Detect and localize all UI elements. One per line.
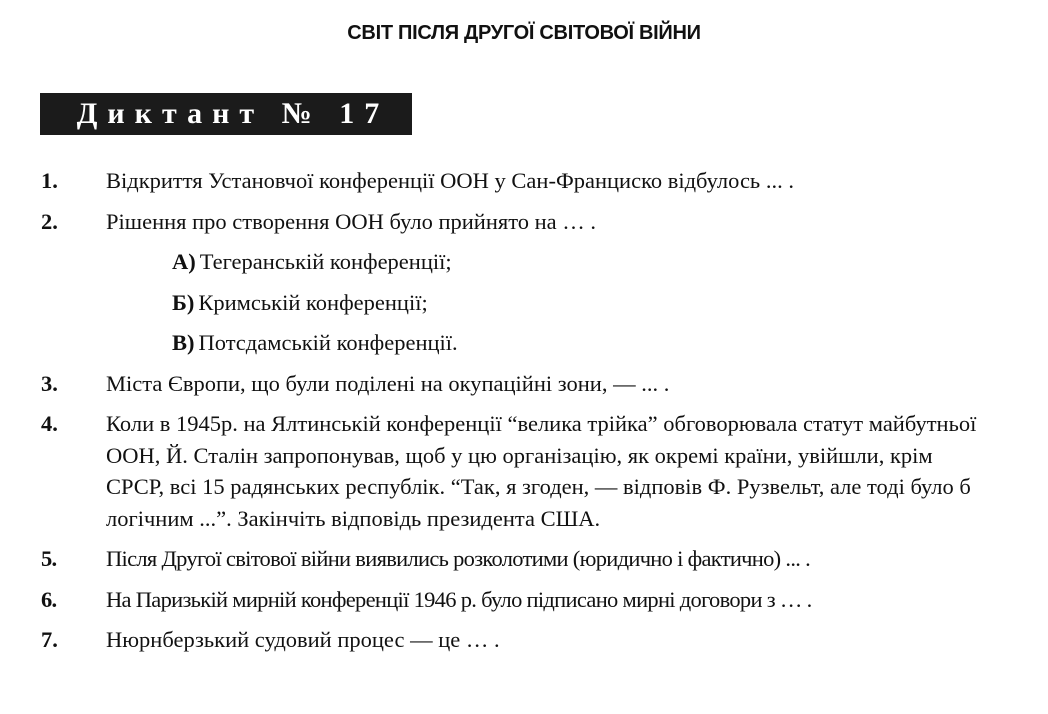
question-text: Після Другої світової війни виявились розколотими (юридично і фактично) ... . <box>106 546 811 571</box>
question-item <box>0 408 990 534</box>
question-number: 4. <box>41 411 58 436</box>
question-item <box>0 165 990 197</box>
question-item <box>0 584 990 616</box>
answer-option-letter: Б) <box>172 289 195 315</box>
question-text: Міста Європи, що були поділені на окупаційні зони, — ... . <box>106 370 670 396</box>
question-number: 2. <box>41 208 58 234</box>
answer-option-letter: В) <box>172 330 195 355</box>
question-text: Рішення про створення ООН було прийнято на … . <box>106 208 597 234</box>
answer-option-text: Потсдамській конференції. <box>198 330 458 355</box>
question-text: Відкриття Установчої конференції ООН у Сан-Франциско відбулось ... . <box>106 168 794 193</box>
question-number: 3. <box>41 370 58 396</box>
question-text: Нюрнберзький судовий процес — це … . <box>106 627 500 652</box>
question-number: 7. <box>41 627 58 652</box>
answer-option-text: Кримській конференції; <box>198 289 428 315</box>
question-number: 5. <box>41 546 57 571</box>
question-text: На Паризькій мирній конференції 1946 р. було підписано мирні договори з … . <box>106 586 812 612</box>
dictation-banner <box>40 93 412 135</box>
page-header: СВІТ ПІСЛЯ ДРУГОЇ СВІТОВОЇ ВІЙНИ <box>347 22 701 44</box>
question-item <box>0 368 990 400</box>
answer-option <box>0 287 1048 319</box>
question-text: Коли в 1945р. на Ялтинській конференції “велика трійка” обговорювала статут майбутньої ООН, Й. Сталін запропонував, щоб у цю організацію, як окремі країни, увійшли, крім СРСР, всі 15 радянських республік. “Так, я згоден, — відповів Ф. Рузвельт, але тоді було б логічним ...”. Закінчіть відповідь президента США. <box>106 411 977 531</box>
question-item <box>0 543 990 575</box>
question-number: 1. <box>41 168 58 193</box>
question-list <box>0 165 1048 665</box>
answer-option <box>0 246 1048 278</box>
answer-option-text: Тегеранській конференції; <box>199 249 452 274</box>
dictation-banner-label: Диктант № 17 <box>76 97 390 130</box>
question-number: 6. <box>41 586 57 612</box>
answer-option-letter: А) <box>172 249 196 274</box>
question-item <box>0 206 990 238</box>
answer-option <box>0 327 1048 359</box>
question-item <box>0 624 990 656</box>
